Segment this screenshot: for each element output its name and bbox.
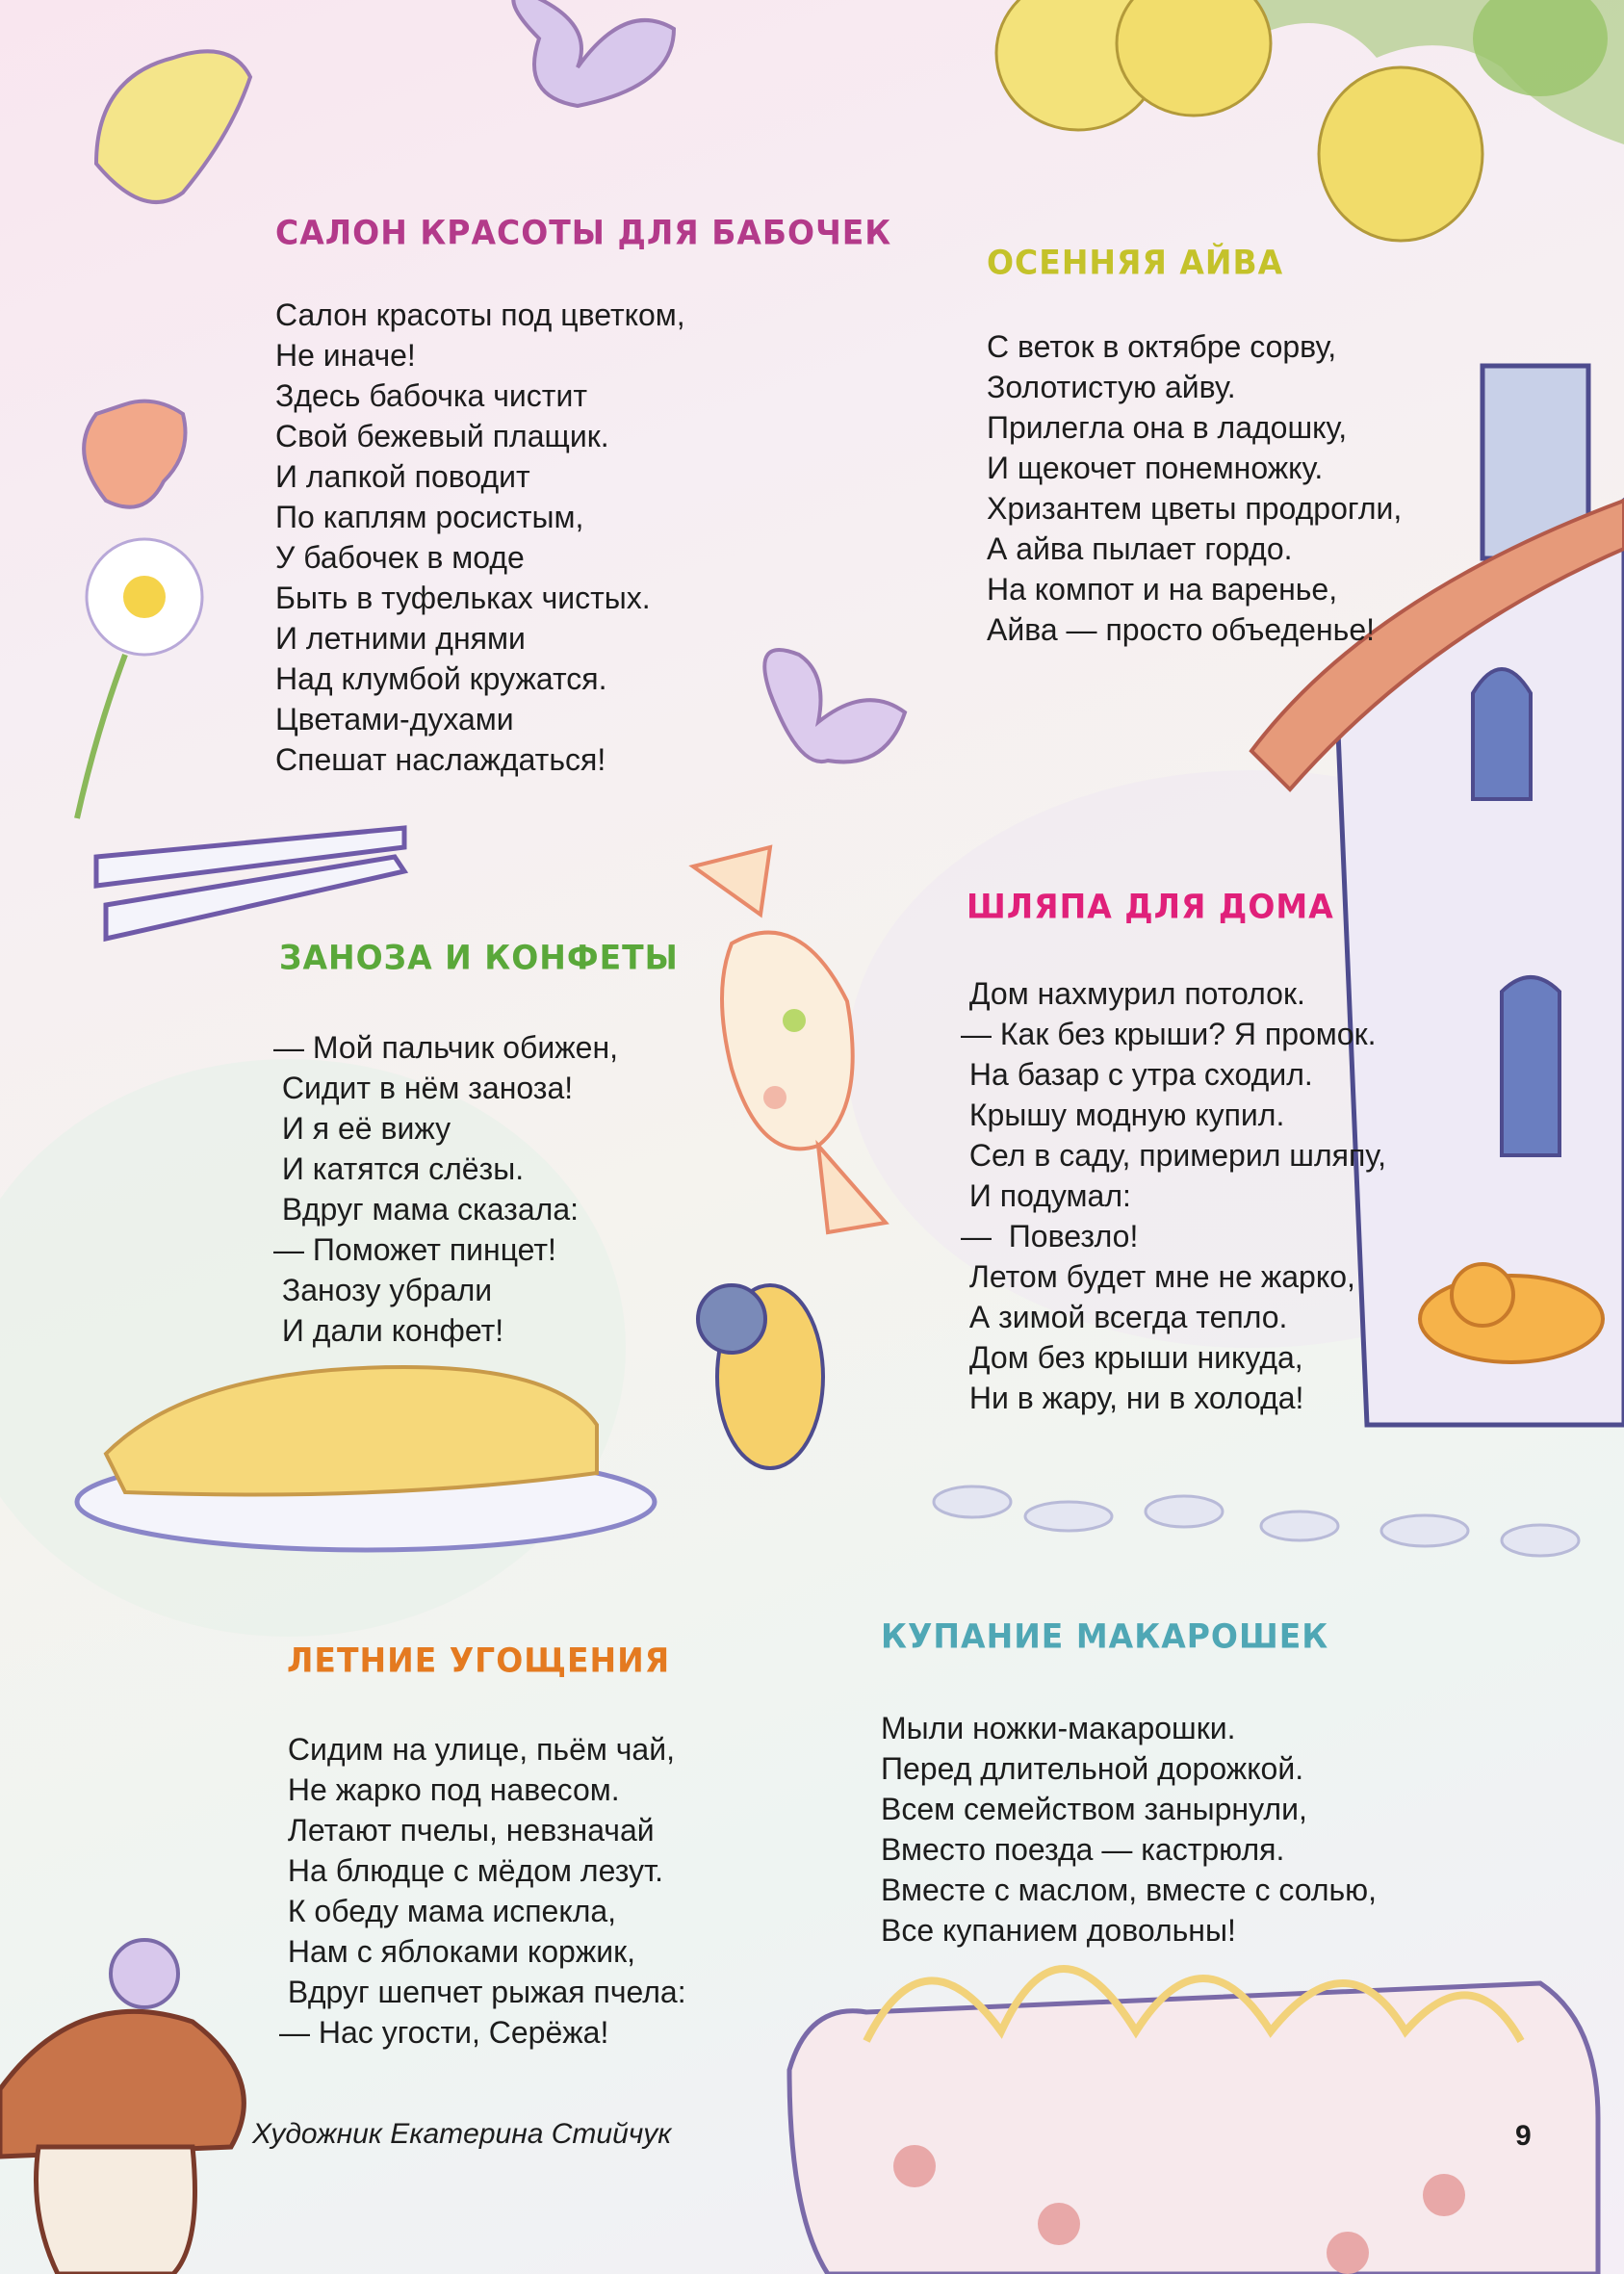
poem-line: — Мой пальчик обижен, (273, 1030, 618, 1065)
poem-line: С веток в октябре сорву, (987, 329, 1337, 364)
poem-line: Занозу убрали (273, 1273, 493, 1307)
poem-body (273, 1027, 679, 1351)
poem-line: Айва — просто объеденье! (987, 612, 1375, 647)
daisy-flower-icon (77, 539, 202, 818)
poem-line: И щекочет понемножку. (987, 451, 1324, 485)
poem-line: На компот и на варенье, (987, 572, 1338, 607)
poem-line: Все купанием довольны! (881, 1913, 1236, 1948)
poem-line: Сел в саду, примерил шляпу, (961, 1138, 1386, 1173)
poem-line: И катятся слёзы. (273, 1151, 525, 1186)
poem-line: К обеду мама испекла, (279, 1894, 617, 1928)
poem-line: И летними днями (275, 621, 526, 656)
poem-line: Всем семейством занырнули, (881, 1792, 1307, 1826)
snail-icon (111, 1940, 178, 2007)
poem-line: Над клумбой кружатся. (275, 661, 607, 696)
poem-line: Ни в жару, ни в холода! (961, 1381, 1304, 1415)
poem-line: И подумал: (961, 1178, 1131, 1213)
poem-line: Вдруг мама сказала: (273, 1192, 579, 1227)
poem-line: Прилегла она в ладошку, (987, 410, 1348, 445)
poem-line: Не иначе! (275, 338, 416, 373)
poem-line: Дом без крыши никуда, (961, 1340, 1303, 1375)
tweezers-illustration (96, 828, 404, 939)
page-number: 9 (1515, 2120, 1532, 2152)
poem-line: Вместе с маслом, вместе с солью, (881, 1873, 1378, 1907)
poem-line: — Поможет пинцет! (273, 1232, 556, 1267)
pasta-pot-illustration (789, 1969, 1598, 2274)
illustrator-credit: Художник Екатерина Стийчук (252, 2118, 672, 2150)
poem-title: ОСЕННЯЯ АЙВА (987, 243, 1284, 282)
poem-body (987, 326, 1402, 650)
poem-line: Не жарко под навесом. (279, 1772, 620, 1807)
poem-line: И я её вижу (273, 1111, 451, 1146)
poem-line: — Повезло! (961, 1219, 1139, 1253)
poem-line: Летают пчелы, невзначай (279, 1813, 655, 1848)
poem-title: САЛОН КРАСОТЫ ДЛЯ БАБОЧЕК (275, 213, 892, 252)
poem-line: Вместо поезда — кастрюля. (881, 1832, 1285, 1867)
poem-body (275, 295, 891, 780)
poem-line: Здесь бабочка чистит (275, 378, 587, 413)
poem-line: И дали конфет! (273, 1313, 504, 1348)
poem-kupanie-makaroshek (881, 1617, 1377, 1951)
poem-line: — Нас угости, Серёжа! (279, 2015, 609, 2050)
poem-line: И лапкой поводит (275, 459, 530, 494)
poem-shlyapa-dlya-doma (961, 887, 1386, 1418)
poem-line: Нам с яблоками коржик, (279, 1934, 636, 1969)
quince-illustration (996, 0, 1624, 241)
poem-line: Быть в туфельках чистых. (275, 581, 651, 615)
poem-line: А айва пылает гордо. (987, 531, 1293, 566)
poem-salon-krasoty (275, 214, 891, 780)
stone-path (934, 1486, 1579, 1556)
poem-title: ЛЕТНИЕ УГОЩЕНИЯ (287, 1641, 671, 1680)
poem-title: ЗАНОЗА И КОНФЕТЫ (279, 938, 679, 977)
poem-line: А зимой всегда тепло. (961, 1300, 1288, 1334)
yellow-butterfly-icon (96, 51, 250, 202)
poem-line: На базар с утра сходил. (961, 1057, 1313, 1092)
poem-title: ШЛЯПА ДЛЯ ДОМА (967, 887, 1334, 926)
poem-line: Хризантем цветы продрогли, (987, 491, 1403, 526)
poem-body (961, 973, 1386, 1418)
poem-line: Перед длительной дорожкой. (881, 1751, 1304, 1786)
poem-line: Летом будет мне не жарко, (961, 1259, 1355, 1294)
poem-body (881, 1708, 1377, 1951)
poem-line: — Как без крыши? Я промок. (961, 1017, 1377, 1051)
poem-line: Свой бежевый плащик. (275, 419, 609, 453)
bee-illustration (698, 1285, 823, 1468)
poem-line: По каплям росистым, (275, 500, 584, 534)
poem-line: Спешат наслаждаться! (275, 742, 606, 777)
poem-letnie-ugoscheniya (279, 1641, 686, 2053)
poem-line: Сидит в нём заноза! (273, 1071, 574, 1105)
poem-line: Дом нахмурил потолок. (961, 976, 1305, 1011)
poem-line: Мыли ножки-макарошки. (881, 1711, 1236, 1745)
poem-body (279, 1729, 686, 2053)
poem-line: Салон красоты под цветком, (275, 297, 685, 332)
poem-line: У бабочек в моде (275, 540, 525, 575)
poem-line: Золотистую айву. (987, 370, 1236, 404)
poem-zanoza-i-konfety (273, 938, 679, 1351)
poem-osennyaya-aiva (987, 244, 1402, 650)
poem-line: Вдруг шепчет рыжая пчела: (279, 1975, 686, 2009)
poem-line: Цветами-духами (275, 702, 514, 736)
poem-line: Сидим на улице, пьём чай, (279, 1732, 675, 1767)
orange-butterfly-icon (84, 401, 185, 507)
purple-butterfly-icon (513, 0, 674, 106)
mushroom-illustration (0, 2011, 244, 2274)
poem-line: На блюдце с мёдом лезут. (279, 1853, 663, 1888)
poem-line: Крышу модную купил. (961, 1098, 1285, 1132)
poem-title: КУПАНИЕ МАКАРОШЕК (881, 1616, 1329, 1656)
